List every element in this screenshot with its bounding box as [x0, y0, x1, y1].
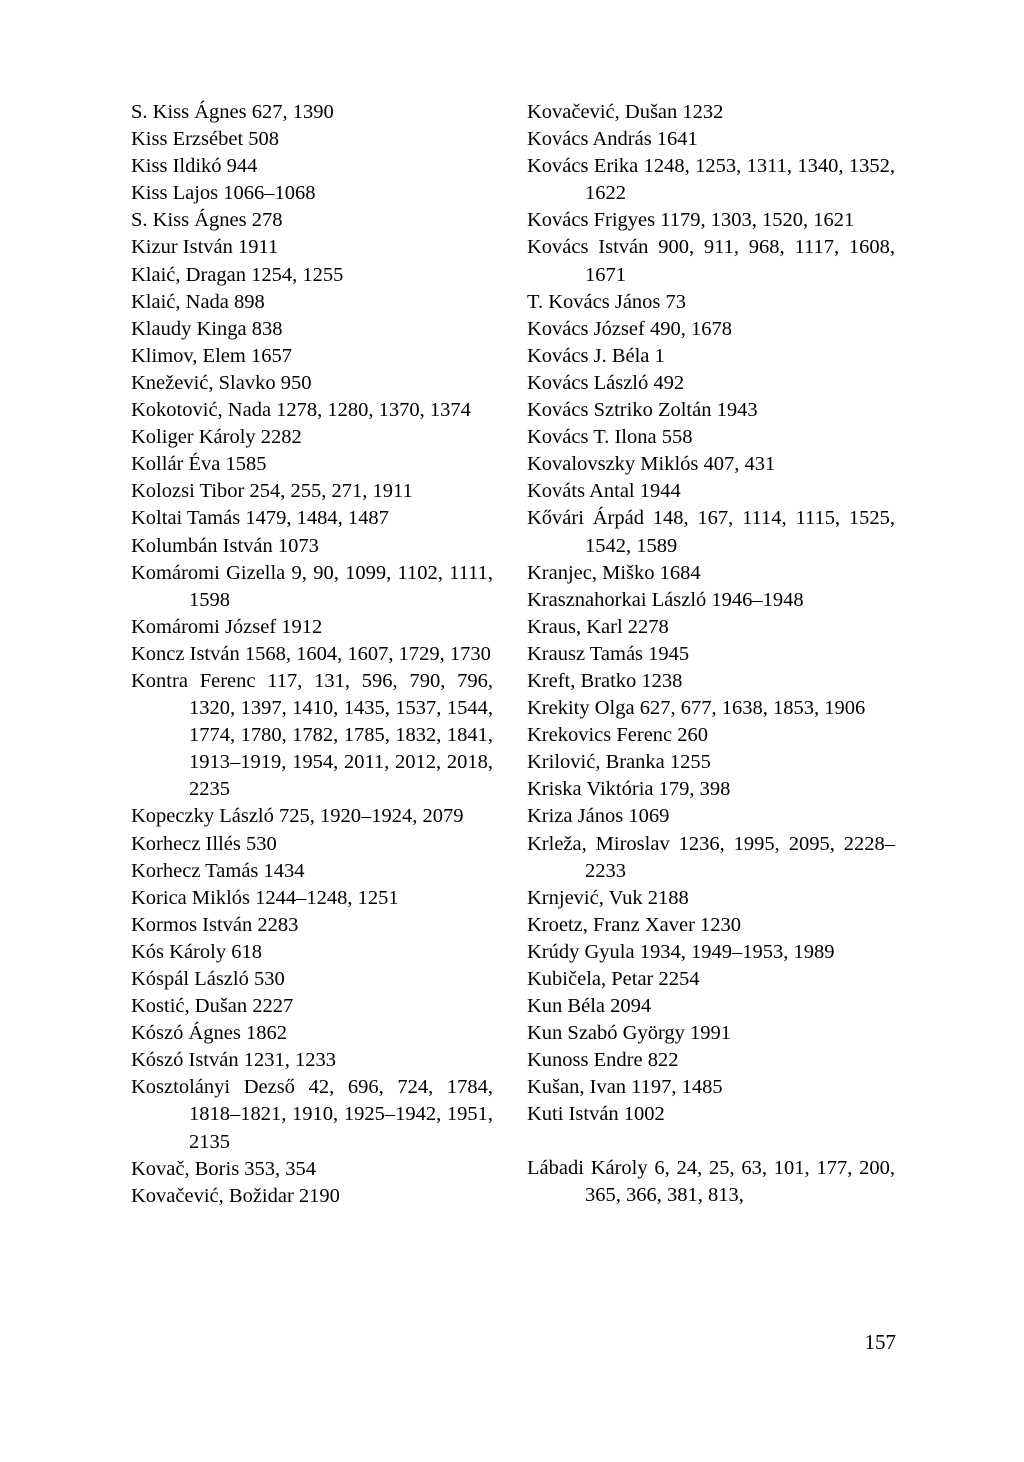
- index-entry: Kovalovszky Miklós 407, 431: [527, 453, 776, 476]
- index-entry: Krnjević, Vuk 2188: [527, 886, 689, 909]
- index-entry: Kreft, Bratko 1238: [527, 669, 683, 692]
- index-entry: Komáromi Gizella 9, 90, 1099, 1102, 1111, 1598: [131, 561, 493, 611]
- index-column-right: [527, 99, 895, 1209]
- index-entry: Kószó Ágnes 1862: [131, 1022, 288, 1045]
- index-entry: T. Kovács János 73: [527, 290, 687, 313]
- index-entry: Krausz Tamás 1945: [527, 642, 690, 665]
- index-entry: Kokotović, Nada 1278, 1280, 1370, 1374: [131, 399, 471, 422]
- index-entry: Kószó István 1231, 1233: [131, 1049, 336, 1072]
- index-entry: Kovač, Boris 353, 354: [131, 1157, 317, 1180]
- index-entry: Kiss Ildikó 944: [131, 155, 258, 178]
- index-entry: Kovács Sztriko Zoltán 1943: [527, 399, 758, 422]
- index-entry: Kun Szabó György 1991: [527, 1022, 732, 1045]
- index-entry: Kovačević, Dušan 1232: [527, 101, 724, 123]
- page-number: 157: [864, 1330, 896, 1354]
- index-entry: Krekity Olga 627, 677, 1638, 1853, 1906: [527, 697, 866, 720]
- index-entry: Klaić, Dragan 1254, 1255: [131, 263, 344, 286]
- index-entry: Korhecz Illés 530: [131, 832, 277, 855]
- index-entry: Kováts Antal 1944: [527, 480, 681, 503]
- index-entry: Kranjec, Miško 1684: [527, 561, 701, 584]
- index-entry: Koncz István 1568, 1604, 1607, 1729, 1730: [131, 642, 491, 665]
- index-entry: Krúdy Gyula 1934, 1949–1953, 1989: [527, 940, 835, 963]
- index-entry: Korhecz Tamás 1434: [131, 859, 305, 882]
- index-entry: Kraus, Karl 2278: [527, 615, 669, 638]
- index-entry: Kővári Árpád 148, 167, 1114, 1115, 1525, 1542, 1589: [527, 507, 895, 557]
- index-entry: Kovačević, Božidar 2190: [131, 1184, 340, 1207]
- index-entry: Kolozsi Tibor 254, 255, 271, 1911: [131, 480, 413, 503]
- index-entry: Komáromi József 1912: [131, 615, 323, 638]
- index-entry: Kovács István 900, 911, 968, 1117, 1608, 1671: [527, 236, 895, 286]
- index-entry: Kroetz, Franz Xaver 1230: [527, 913, 742, 936]
- index-entry: Klaić, Nada 898: [131, 290, 265, 313]
- index-entry: S. Kiss Ágnes 278: [131, 209, 283, 232]
- index-entry: Kovács László 492: [527, 371, 685, 394]
- index-entry: Kontra Ferenc 117, 131, 596, 790, 796, 1320, 1397, 1410, 1435, 1537, 1544, 1774, 1780, 1782, 1785, 1832, 1841, 1913–1919, 1954, 2011, 2012, 2018, 2235: [131, 669, 493, 801]
- index-entry: Kun Béla 2094: [527, 995, 652, 1018]
- letter-section-gap: [527, 1129, 895, 1155]
- index-entry: Kós Károly 618: [131, 940, 262, 963]
- index-column-left: [131, 99, 493, 1210]
- index-entry: Krekovics Ferenc 260: [527, 724, 709, 747]
- index-entry: Kriza János 1069: [527, 805, 670, 828]
- index-entry: Kuti István 1002: [527, 1103, 665, 1126]
- index-entry: Kušan, Ivan 1197, 1485: [527, 1076, 723, 1099]
- index-entry: Kovács Erika 1248, 1253, 1311, 1340, 1352, 1622: [527, 155, 895, 205]
- index-entry: Kriska Viktória 179, 398: [527, 778, 731, 801]
- index-entry: Kizur István 1911: [131, 236, 279, 259]
- index-entry: Kóspál László 530: [131, 968, 285, 990]
- index-entry: Klimov, Elem 1657: [131, 344, 292, 367]
- index-entry: Kopeczky László 725, 1920–1924, 2079: [131, 805, 464, 828]
- index-entry: Klaudy Kinga 838: [131, 317, 283, 340]
- index-entry: Koliger Károly 2282: [131, 426, 302, 449]
- index-entry: Kunoss Endre 822: [527, 1049, 679, 1072]
- index-entry: Kiss Erzsébet 508: [131, 128, 280, 151]
- index-entry: Koltai Tamás 1479, 1484, 1487: [131, 507, 389, 530]
- index-entry: Krleža, Miroslav 1236, 1995, 2095, 2228–2233: [527, 832, 895, 882]
- index-entry: Kovács József 490, 1678: [527, 317, 732, 340]
- index-entry: Kovács András 1641: [527, 128, 698, 151]
- index-entry: Kostić, Dušan 2227: [131, 995, 294, 1018]
- index-entry: Korica Miklós 1244–1248, 1251: [131, 886, 399, 909]
- index-entry: Krilović, Branka 1255: [527, 751, 711, 774]
- index-entry: Kovács J. Béla 1: [527, 344, 665, 367]
- index-entry: Knežević, Slavko 950: [131, 371, 312, 394]
- index-entry: Kiss Lajos 1066–1068: [131, 182, 316, 205]
- index-entry: Kovács Frigyes 1179, 1303, 1520, 1621: [527, 209, 855, 232]
- index-entry: Lábadi Károly 6, 24, 25, 63, 101, 177, 200, 365, 366, 381, 813,: [527, 1156, 895, 1206]
- index-entry: S. Kiss Ágnes 627, 1390: [131, 101, 334, 123]
- index-entry: Kormos István 2283: [131, 913, 299, 936]
- index-entry: Kubičela, Petar 2254: [527, 968, 700, 990]
- index-entry: Krasznahorkai László 1946–1948: [527, 588, 804, 611]
- index-entry: Kolumbán István 1073: [131, 534, 319, 557]
- index-entry: Kosztolányi Dezső 42, 696, 724, 1784, 1818–1821, 1910, 1925–1942, 1951, 2135: [131, 1076, 493, 1153]
- index-entry: Kollár Éva 1585: [131, 453, 267, 476]
- index-entry: Kovács T. Ilona 558: [527, 426, 693, 449]
